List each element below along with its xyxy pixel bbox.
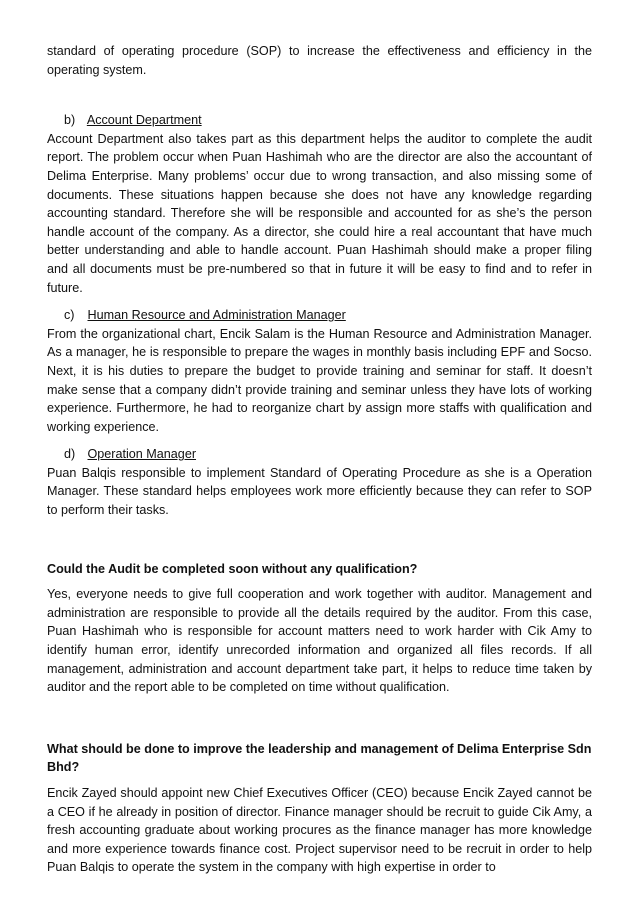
section-body: Puan Balqis responsible to implement Standard of Operating Procedure as she is a Operation Manager. These standard helps employees work more efficiently because they can refer to SOP to perform their tasks. (47, 465, 592, 518)
section-heading (64, 306, 592, 325)
question-leadership (47, 740, 592, 877)
question-audit-completion (47, 560, 592, 697)
section-title: Human Resource and Administration Manager (87, 308, 346, 323)
question-answer: Encik Zayed should appoint new Chief Executives Officer (CEO) because Encik Zayed cannot be a CEO if he already in position of director. Finance manager should be recruit to guide Cik Amy, a fresh accounting graduate about working procures as the finance manager has more knowledge and more experience towards finance cost. Project supervisor need to be recruit in order to help Puan Balqis to operate the system in the company with high expertise in order to (47, 786, 592, 875)
section-number: d) (64, 447, 76, 462)
document-page (47, 42, 592, 877)
section-number: b) (64, 113, 76, 128)
section-title: Operation Manager (87, 447, 197, 462)
section-operation-manager (47, 445, 592, 519)
question-heading: What should be done to improve the leadership and management of Delima Enterprise Sdn Bhd? (47, 741, 592, 775)
intro-paragraph: standard of operating procedure (SOP) to increase the effectiveness and efficiency in the operating system. (47, 44, 592, 77)
section-body: Account Department also takes part as this department helps the auditor to complete the audit report. The problem occur when Puan Hashimah who are the director are also the accountant of Delima Enterprise. Many problems’ occur due to wrong transaction, and also missing some of documents. These situations happen because she does not have any knowledge regarding accounting standard. Therefore she will be responsible and accounted for as she’s the person handle account of the company. As a director, she could hire a real accountant that have much better understanding and able to handle account. Puan Hashimah should make a proper filing and all documents must be pre-numbered so that in future it will be easy to find and to refer in future. (47, 131, 592, 295)
section-number: c) (64, 308, 75, 323)
question-heading: Could the Audit be completed soon without any qualification? (47, 561, 418, 576)
section-body: From the organizational chart, Encik Salam is the Human Resource and Administration Manager. As a manager, he is responsible to prepare the wages in monthly basis including EPF and Socso. Next, it is his duties to prepare the budget to provide training and seminar for staff. It doesn’t make sense that a company didn’t provide training and seminar unless they have lots of working experience. Furthermore, he had to reorganize chart by assign more staffs with qualification and working experience. (47, 326, 592, 434)
section-account-department (47, 111, 592, 297)
question-answer: Yes, everyone needs to give full cooperation and work together with auditor. Management and administration are responsible to provide all the details required by the auditor. From this case, Puan Hashimah who is responsible for account matters need to work harder with Cik Amy to identify human error, identify unrecorded information and organized all files records. If all management, administration and account department take part, it helps to reduce time taken by auditor and the report able to be completed on time without qualification. (47, 587, 592, 695)
section-human-resource (47, 306, 592, 436)
section-heading (64, 445, 592, 464)
section-title: Account Department (86, 113, 202, 128)
section-heading (64, 111, 592, 130)
